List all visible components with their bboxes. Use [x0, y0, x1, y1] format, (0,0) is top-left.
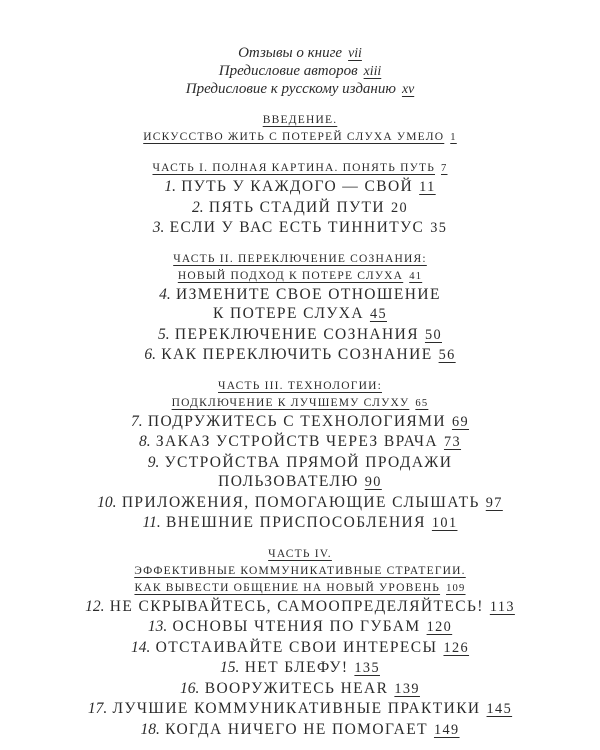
toc-chapter-7[interactable] — [0, 412, 600, 433]
page-number: 97 — [485, 494, 503, 511]
toc-entry-reviews[interactable] — [0, 44, 600, 62]
toc-chapter-17[interactable] — [0, 699, 600, 720]
chapter-title: ОТСТАИВАЙТЕ СВОИ ИНТЕРЕСЫ — [155, 638, 438, 656]
toc-chapter-9[interactable] — [0, 453, 600, 473]
page-number: 73 — [443, 434, 462, 450]
chapter-title: ЕСЛИ У ВАС ЕСТЬ ТИННИТУС — [169, 219, 425, 236]
chapter-title: ПУТЬ У КАЖДОГО — СВОЙ — [181, 178, 414, 195]
chapter-title: ПЕРЕКЛЮЧЕНИЕ СОЗНАНИЯ — [174, 325, 419, 343]
toc-chapter-2[interactable] — [0, 198, 600, 219]
chapter-title-continued: ПОЛЬЗОВАТЕЛЮ — [218, 473, 359, 490]
chapter-number: 1. — [164, 178, 176, 195]
chapter-title: КАК ПЕРЕКЛЮЧИТЬ СОЗНАНИЕ — [161, 346, 433, 363]
toc-part-3-subtitle[interactable] — [0, 395, 600, 412]
page-number: 90 — [364, 474, 382, 490]
page-number: 50 — [424, 326, 442, 343]
chapter-title: ПРИЛОЖЕНИЯ, ПОМОГАЮЩИЕ СЛЫШАТЬ — [121, 493, 480, 511]
page-number: 139 — [394, 680, 420, 697]
chapter-title: ИЗМЕНИТЕ СВОЕ ОТНОШЕНИЕ — [176, 285, 441, 303]
part-subtitle: КАК ВЫВЕСТИ ОБЩЕНИЕ НА НОВЫЙ УРОВЕНЬ — [134, 581, 441, 594]
toc-chapter-4-cont[interactable] — [0, 304, 600, 325]
toc-chapter-9-cont[interactable] — [0, 472, 600, 493]
chapter-number: 17. — [87, 700, 108, 717]
chapter-number: 16. — [180, 679, 200, 697]
toc-chapter-6[interactable] — [0, 345, 600, 366]
table-of-contents — [0, 44, 600, 740]
page-number: 145 — [486, 701, 513, 717]
entry-title: Отзывы о книге — [238, 45, 343, 61]
intro-subtitle: ИСКУССТВО ЖИТЬ С ПОТЕРЕЙ СЛУХА УМЕЛО — [143, 131, 445, 143]
page-number: 41 — [409, 270, 423, 282]
toc-chapter-5[interactable] — [0, 325, 600, 346]
chapter-number: 9. — [147, 453, 160, 471]
toc-part-3-heading[interactable] — [0, 378, 600, 395]
toc-chapter-8[interactable] — [0, 432, 600, 453]
toc-chapter-13[interactable] — [0, 617, 600, 638]
part-subtitle: ПОДКЛЮЧЕНИЕ К ЛУЧШЕМУ СЛУХУ — [171, 396, 410, 409]
chapter-title: ОСНОВЫ ЧТЕНИЯ ПО ГУБАМ — [172, 618, 421, 635]
part-subtitle: НОВЫЙ ПОДХОД К ПОТЕРЕ СЛУХА — [177, 269, 404, 282]
chapter-number: 3. — [152, 219, 165, 236]
chapter-title: ВООРУЖИТЕСЬ HEAR — [204, 679, 389, 697]
chapter-title: ЗАКАЗ УСТРОЙСТВ ЧЕРЕЗ ВРАЧА — [155, 433, 438, 450]
toc-chapter-15[interactable] — [0, 658, 600, 679]
toc-chapter-11[interactable] — [0, 513, 600, 534]
chapter-title: НЕТ БЛЕФУ! — [244, 659, 349, 676]
page-number: 65 — [415, 397, 429, 409]
page-number: 7 — [441, 163, 448, 174]
page-number: 120 — [426, 619, 453, 635]
page-number: 56 — [438, 347, 456, 363]
chapter-number: 4. — [159, 285, 171, 303]
page-number: 11 — [419, 179, 436, 195]
chapter-title: ПОДРУЖИТЕСЬ С ТЕХНОЛОГИЯМИ — [147, 412, 446, 430]
chapter-number: 8. — [138, 433, 151, 450]
chapter-number: 6. — [144, 346, 156, 363]
page-number: 35 — [430, 220, 448, 236]
page-number: 101 — [431, 515, 458, 531]
page-number: 1 — [450, 132, 457, 143]
page-number: xv — [401, 81, 415, 96]
toc-part-2-subtitle[interactable] — [0, 268, 600, 285]
page-number: 69 — [451, 413, 470, 430]
toc-chapter-18[interactable] — [0, 720, 600, 741]
intro-title: ВВЕДЕНИЕ. — [262, 114, 338, 126]
toc-chapter-10[interactable] — [0, 493, 600, 514]
toc-part-2-heading[interactable] — [0, 251, 600, 268]
toc-part-4-subtitle[interactable] — [0, 563, 600, 580]
entry-title: Предисловие авторов — [218, 63, 358, 79]
chapter-number: 12. — [85, 597, 105, 615]
chapter-number: 2. — [191, 198, 204, 216]
chapter-number: 14. — [130, 638, 151, 656]
page-number: 20 — [390, 199, 409, 216]
chapter-number: 5. — [158, 325, 170, 343]
chapter-title: ПЯТЬ СТАДИЙ ПУТИ — [208, 198, 385, 216]
chapter-title: УСТРОЙСТВА ПРЯМОЙ ПРОДАЖИ — [164, 453, 453, 471]
part-title: ЧАСТЬ II. ПЕРЕКЛЮЧЕНИЕ СОЗНАНИЯ: — [173, 252, 427, 265]
page-number: vii — [348, 45, 362, 60]
chapter-title: КОГДА НИЧЕГО НЕ ПОМОГАЕТ — [165, 720, 428, 738]
toc-part-4-heading[interactable] — [0, 546, 600, 563]
page-number: xiii — [363, 63, 382, 78]
toc-chapter-14[interactable] — [0, 638, 600, 659]
page-number: 45 — [369, 306, 387, 322]
toc-intro-subtitle[interactable] — [0, 129, 600, 146]
toc-chapter-3[interactable] — [0, 218, 600, 239]
part-title: ЧАСТЬ IV. — [268, 547, 332, 560]
chapter-number: 13. — [147, 618, 168, 635]
toc-entry-authors-preface[interactable] — [0, 62, 600, 80]
toc-entry-russian-preface[interactable] — [0, 80, 600, 98]
part-title: ЧАСТЬ I. ПОЛНАЯ КАРТИНА. ПОНЯТЬ ПУТЬ — [152, 162, 435, 174]
toc-chapter-4[interactable] — [0, 285, 600, 305]
chapter-number: 7. — [130, 412, 143, 430]
toc-chapter-12[interactable] — [0, 597, 600, 618]
entry-title: Предисловие к русскому изданию — [185, 81, 396, 97]
page-number: 126 — [443, 639, 470, 656]
page-number: 149 — [433, 721, 460, 738]
toc-part-1-heading[interactable] — [0, 160, 600, 177]
page-number: 135 — [354, 660, 380, 676]
chapter-title: НЕ СКРЫВАЙТЕСЬ, САМООПРЕДЕЛЯЙТЕСЬ! — [109, 597, 484, 615]
page-number: 109 — [446, 582, 466, 594]
chapter-number: 15. — [220, 659, 240, 676]
chapter-number: 18. — [140, 720, 160, 738]
toc-intro-heading[interactable] — [0, 112, 600, 129]
part-title: ЧАСТЬ III. ТЕХНОЛОГИИ: — [218, 379, 382, 392]
chapter-number: 11. — [142, 514, 161, 531]
part-subtitle: ЭФФЕКТИВНЫЕ КОММУНИКАТИВНЫЕ СТРАТЕГИИ. — [134, 564, 466, 577]
chapter-title: ВНЕШНИЕ ПРИСПОСОБЛЕНИЯ — [166, 514, 426, 531]
page-number: 113 — [489, 598, 515, 615]
toc-part-4-subtitle-2[interactable] — [0, 580, 600, 597]
toc-chapter-16[interactable] — [0, 679, 600, 700]
chapter-title: ЛУЧШИЕ КОММУНИКАТИВНЫЕ ПРАКТИКИ — [112, 700, 481, 717]
toc-chapter-1[interactable] — [0, 177, 600, 198]
chapter-number: 10. — [97, 493, 117, 511]
chapter-title-continued: К ПОТЕРЕ СЛУХА — [213, 305, 364, 322]
